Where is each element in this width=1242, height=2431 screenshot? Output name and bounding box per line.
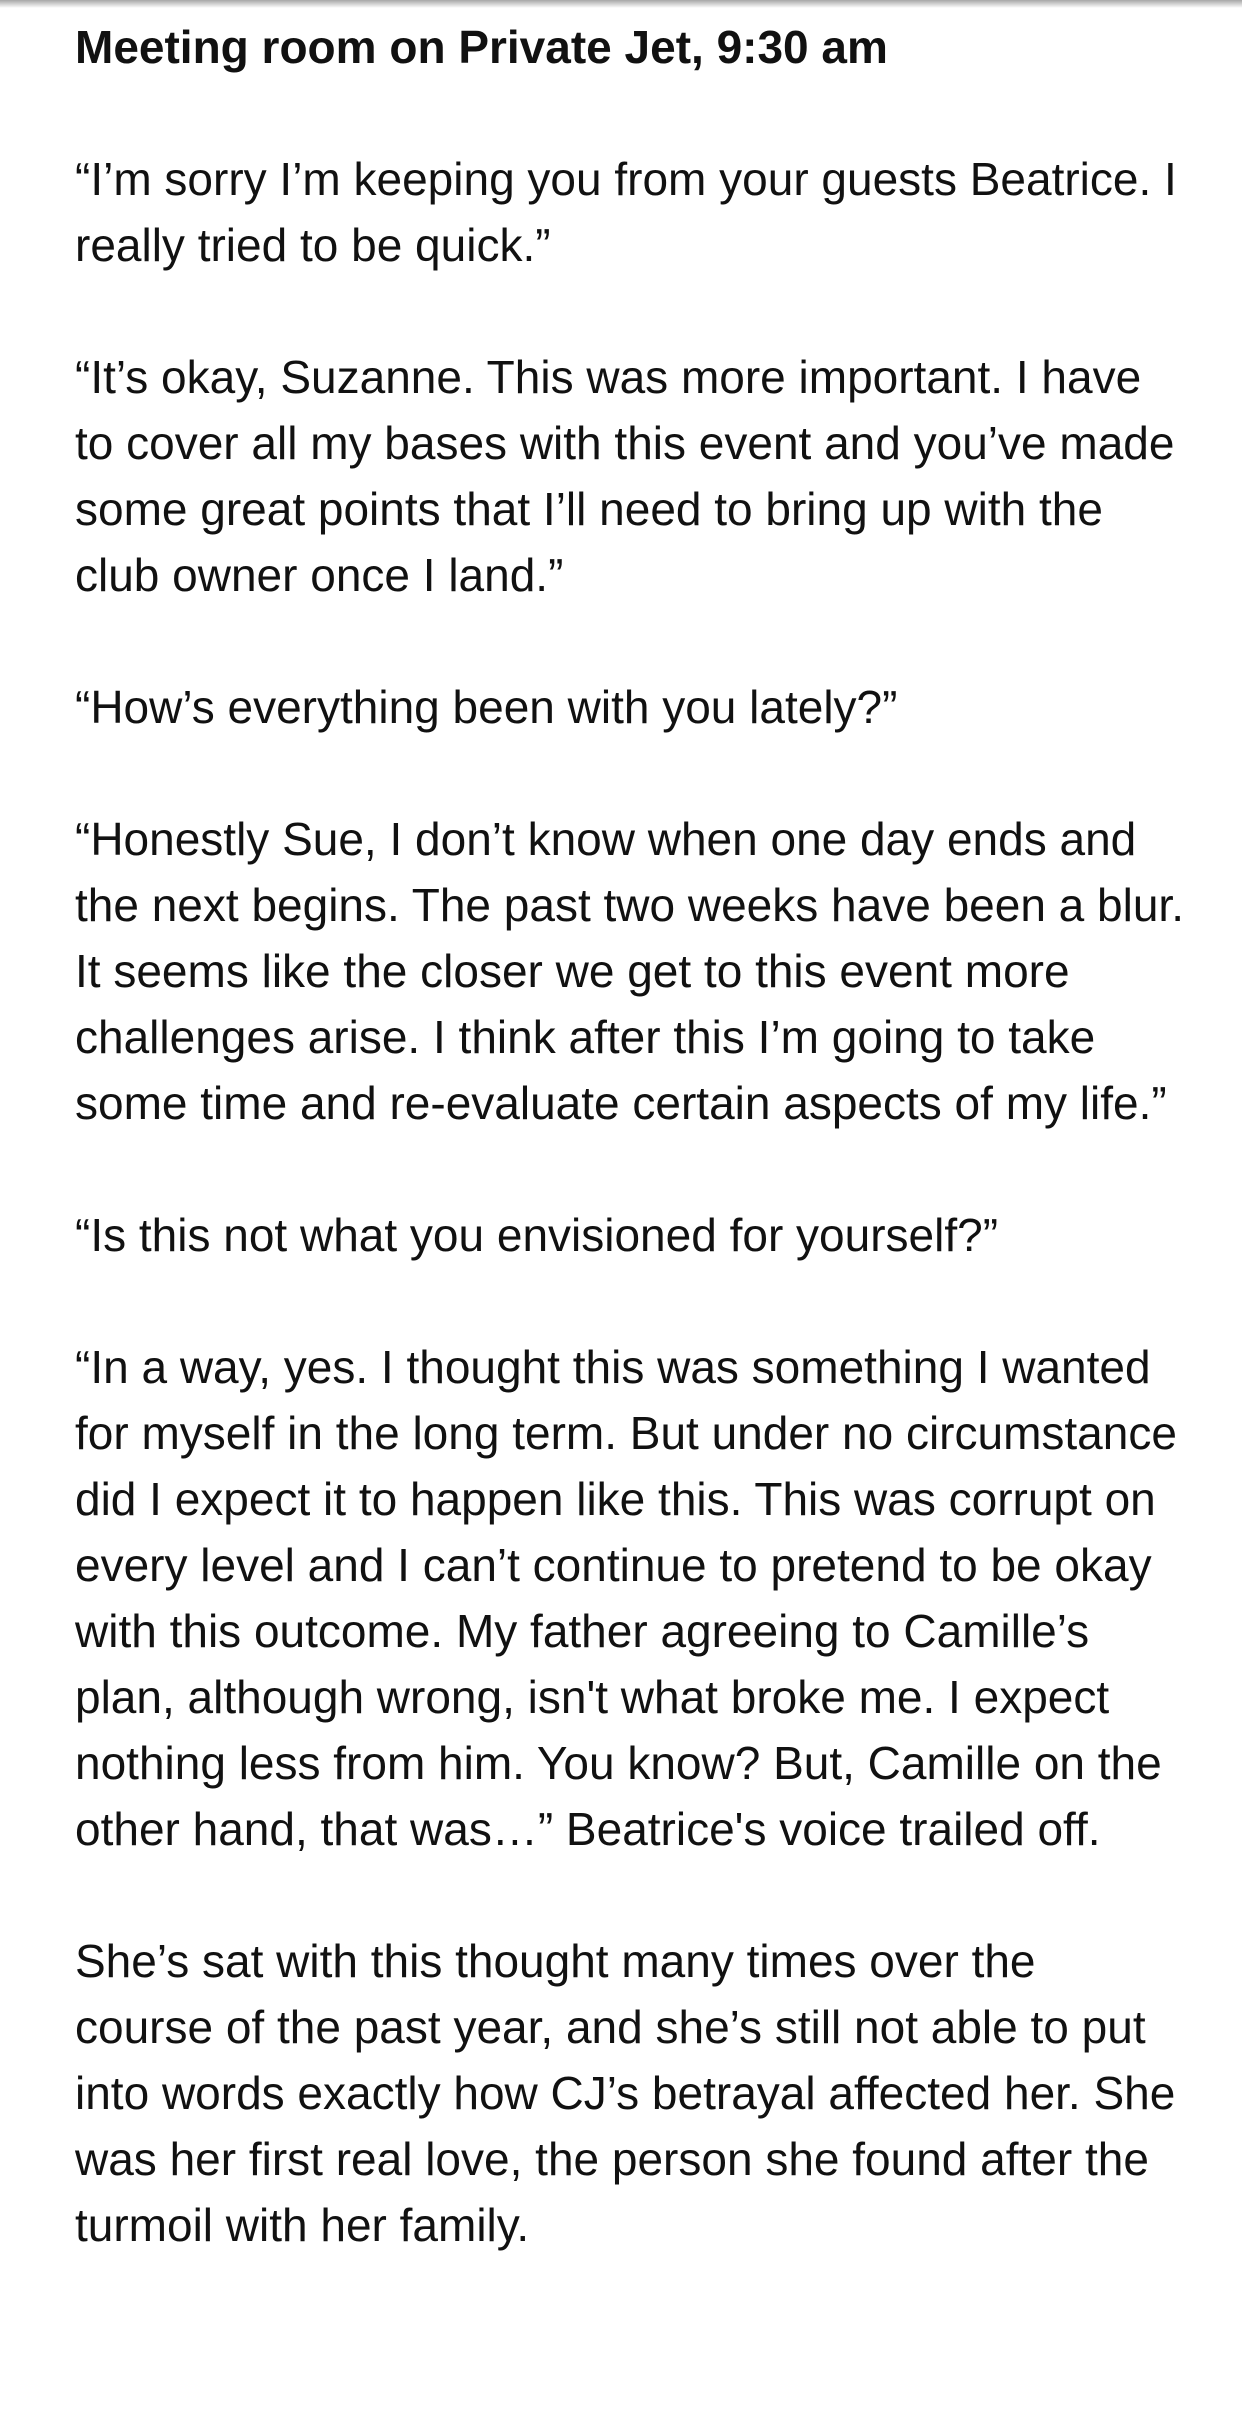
top-shadow	[0, 0, 1242, 8]
document-body	[75, 14, 1185, 2258]
paragraph: She’s sat with this thought many times over the course of the past year, and she’s still not able to put into words exactly how CJ’s betrayal affected her. She was her first real love, the person she found after the turmoil with her family.	[75, 1935, 1176, 2251]
paragraph: “It’s okay, Suzanne. This was more important. I have to cover all my bases with this event and you’ve made some great points that I’ll need to bring up with the club owner once I land.”	[75, 351, 1175, 601]
paragraph: “How’s everything been with you lately?”	[75, 681, 898, 733]
paragraph: “In a way, yes. I thought this was something I wanted for myself in the long term. But under no circumstance did I expect it to happen like this. This was corrupt on every level and I can’t continue to pretend to be okay with this outcome. My father agreeing to Camille’s plan, although wrong, isn't what broke me. I expect nothing less from him. You know? But, Camille on the other hand, that was…” Beatrice's voice trailed off.	[75, 1341, 1177, 1855]
paragraph: “I’m sorry I’m keeping you from your guests Beatrice. I really tried to be quick.”	[75, 153, 1177, 271]
paragraph: “Honestly Sue, I don’t know when one day ends and the next begins. The past two weeks have been a blur. It seems like the closer we get to this event more challenges arise. I think after this I’m going to take some time and re-evaluate certain aspects of my life.”	[75, 813, 1184, 1129]
section-title: Meeting room on Private Jet, 9:30 am	[75, 21, 888, 73]
paragraph: “Is this not what you envisioned for yourself?”	[75, 1209, 999, 1261]
